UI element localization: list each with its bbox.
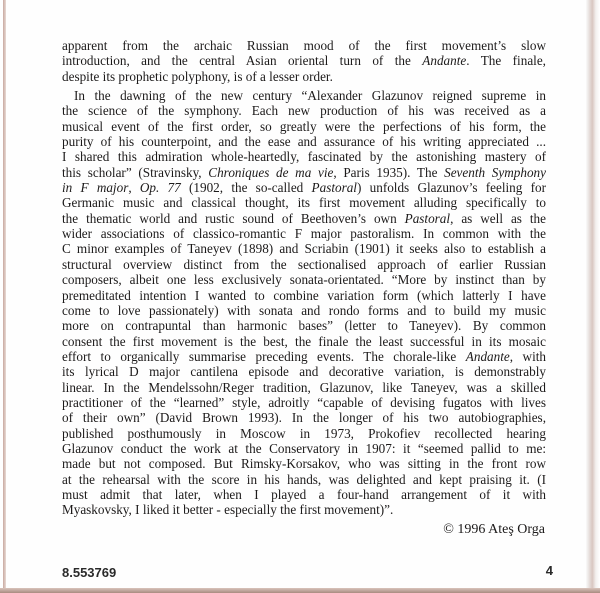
text-run: apparent from the archaic Russian mood of the first movement’s slow bbox=[62, 38, 546, 53]
page-edge-left bbox=[3, 0, 6, 593]
text-line bbox=[62, 257, 546, 272]
text-run: consent the first movement is the best, the finale the least successful in its mosaic bbox=[62, 333, 546, 349]
text-line bbox=[62, 88, 546, 103]
text-run: . The finale, bbox=[466, 53, 546, 69]
paragraph bbox=[62, 38, 546, 84]
text-run: , Paris 1935). The bbox=[333, 164, 445, 180]
text-run: must admit that later, when I played a four-hand arrangement of it with bbox=[62, 486, 546, 502]
text-line bbox=[62, 441, 546, 456]
text-run: structural overview distinct from the sectionalised approach of earlier Russian bbox=[62, 256, 546, 272]
text-run: despite its prophetic polyphony, is of a lesser order. bbox=[62, 68, 333, 84]
text-run: practitioner of the “learned” style, adroitly “capable of devising fugatos with lives bbox=[62, 394, 546, 410]
text-line bbox=[62, 226, 546, 241]
text-run: Glazunov conduct the work at the Conservatory in 1907: it “seemed pallid to me: bbox=[62, 440, 546, 456]
italic-title: in F major bbox=[62, 180, 129, 196]
text-line bbox=[62, 502, 546, 517]
text-line bbox=[62, 364, 546, 379]
text-run: effort to organically summarise preceding events. The chorale-like bbox=[62, 348, 466, 364]
italic-title: Pastoral bbox=[311, 180, 357, 196]
text-run: of their own” (David Brown 1993). In the longer of his two autobiographies, bbox=[62, 410, 546, 426]
text-line bbox=[62, 195, 546, 210]
text-run: the science of the symphony. Each new production of his was received as a bbox=[62, 103, 546, 119]
text-line bbox=[62, 288, 546, 303]
text-line bbox=[62, 165, 546, 180]
text-line bbox=[62, 456, 546, 471]
text-run: premeditated intention I wanted to combine variation form (which latterly I have bbox=[62, 287, 546, 303]
page-edge-right bbox=[586, 0, 600, 593]
text-run: its lyrical D major cantilena episode and decorative variation, is demonstrably bbox=[62, 364, 546, 380]
text-line bbox=[62, 410, 546, 425]
body-text bbox=[62, 38, 546, 518]
text-line bbox=[62, 395, 546, 410]
text-line bbox=[62, 69, 546, 84]
text-line bbox=[62, 149, 546, 164]
text-line bbox=[62, 180, 546, 195]
text-run: (1902, the so-called bbox=[180, 180, 312, 196]
text-run: , as well as the bbox=[450, 210, 546, 226]
text-line bbox=[62, 119, 546, 134]
text-run: more on contrapuntal than harmonic bases” (letter to Taneyev). By common bbox=[62, 318, 546, 334]
page-edge-bottom bbox=[0, 588, 600, 593]
text-run: come to love passionately) with sonata and rondo forms and to build my music bbox=[62, 302, 546, 318]
text-run: , bbox=[128, 180, 140, 196]
text-run: Myaskovsky, I liked it better - especially the first movement)”. bbox=[62, 502, 394, 518]
text-line bbox=[62, 472, 546, 487]
text-run: made but not composed. But Rimsky-Korsakov, who was sitting in the front row bbox=[62, 456, 546, 472]
italic-title: Andante bbox=[465, 348, 510, 364]
text-line bbox=[62, 272, 546, 287]
text-run: published posthumously in Moscow in 1973, Prokofiev recollected hearing bbox=[62, 425, 546, 441]
text-run: ) unfolds Glazunov’s feeling for bbox=[356, 180, 546, 196]
text-line bbox=[62, 318, 546, 333]
text-run: Germanic music and classical thought, its first movement alluding specifically to bbox=[62, 195, 546, 211]
text-run: composers, albeit one less exclusively sonata-orientated. “More by instinct than by bbox=[62, 272, 546, 288]
page-number: 4 bbox=[545, 563, 553, 578]
italic-title: Seventh Symphony bbox=[444, 164, 546, 180]
text-run: purity of his counterpoint, and the ease and assurance of his writing appreciated ... bbox=[62, 134, 546, 150]
copyright-credit: © 1996 Ateş Orga bbox=[443, 522, 545, 537]
text-run: the thematic world and rustic sound of Beethoven’s own bbox=[62, 210, 405, 226]
italic-title: Chroniques de ma vie bbox=[208, 164, 334, 180]
text-run: at the rehearsal with the score in his hands, was delighted and kept praising it. (I bbox=[62, 471, 546, 487]
text-run: , with bbox=[509, 348, 546, 364]
text-line bbox=[62, 334, 546, 349]
text-run: wider associations of classico-romantic F major pastoralism. In common with the bbox=[62, 226, 546, 242]
text-run: linear. In the Mendelssohn/Reger tradition, Glazunov, like Taneyev, was a skilled bbox=[62, 379, 546, 395]
paragraph bbox=[62, 88, 546, 518]
text-run: introduction, and the central Asian oriental turn of the bbox=[62, 53, 423, 69]
text-line bbox=[62, 303, 546, 318]
text-line bbox=[62, 103, 546, 118]
italic-title: Op. 77 bbox=[139, 180, 181, 196]
text-line bbox=[62, 380, 546, 395]
text-run: this scholar” (Stravinsky, bbox=[62, 164, 209, 180]
text-line bbox=[62, 241, 546, 256]
text-run: musical event of the first order, so greatly were the perfections of his form, the bbox=[62, 118, 546, 134]
italic-title: Pastoral bbox=[404, 210, 451, 226]
text-run: In the dawning of the new century “Alexander Glazunov reigned supreme in bbox=[74, 88, 546, 104]
text-run: C minor examples of Taneyev (1898) and Scriabin (1901) it seeks also to establish a bbox=[62, 241, 546, 257]
text-line bbox=[62, 134, 546, 149]
text-line bbox=[62, 349, 546, 364]
text-run: I shared this admiration whole-heartedly, fascinated by the astonishing mastery of bbox=[62, 149, 546, 165]
catalog-number: 8.553769 bbox=[62, 565, 117, 580]
text-line bbox=[62, 426, 546, 441]
text-line bbox=[62, 211, 546, 226]
text-line bbox=[62, 38, 546, 53]
text-line bbox=[62, 487, 546, 502]
text-line bbox=[62, 53, 546, 68]
italic-title: Andante bbox=[422, 53, 467, 69]
